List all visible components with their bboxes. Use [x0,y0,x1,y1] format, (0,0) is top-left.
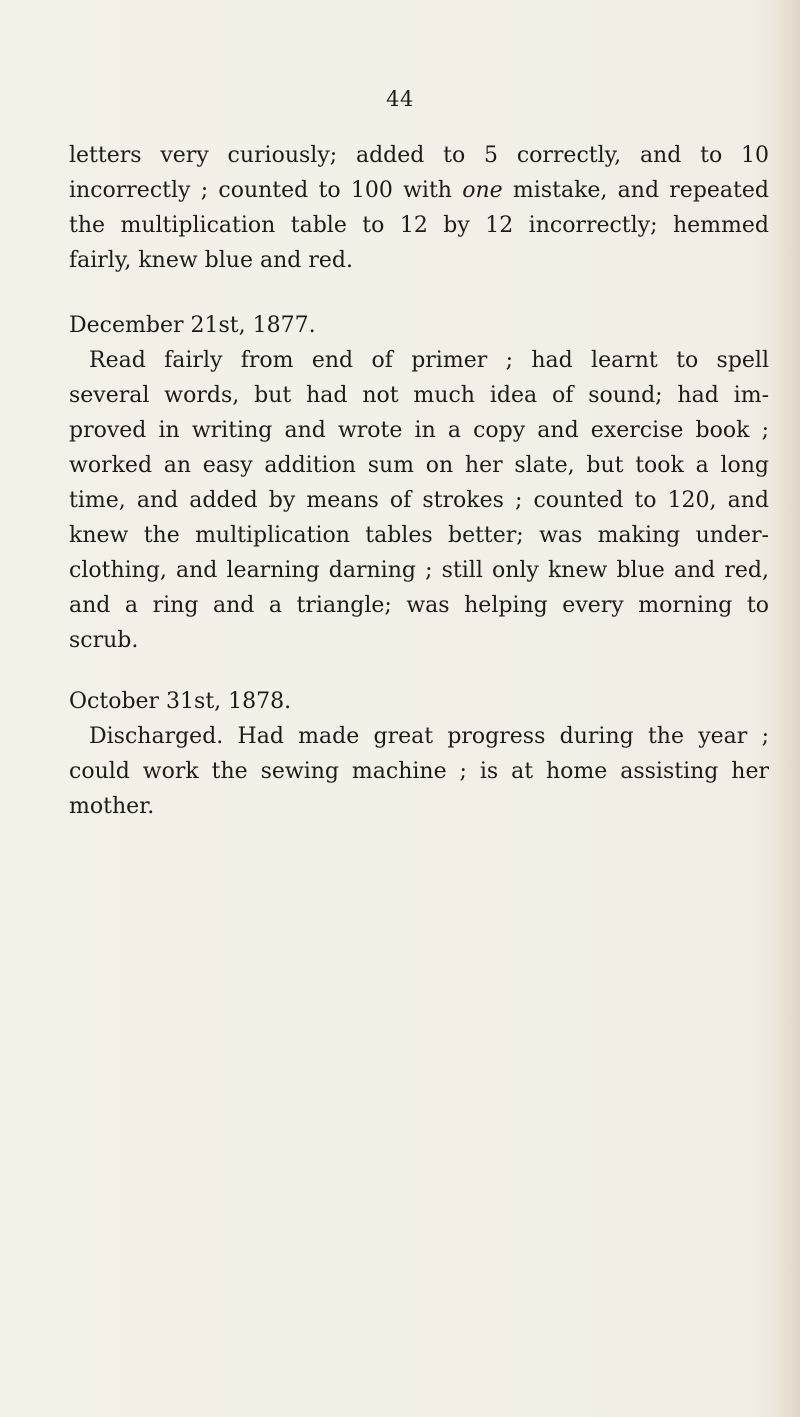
text-line: Discharged. Had made great progress during the year ; [89,724,769,749]
text-line: mother. [69,794,155,819]
text-span: incorrectly ; counted to 100 with [69,178,452,203]
text-line: and a ring and a triangle; was helping every morning to [69,593,769,618]
text-line: knew the multiplication tables better; was making under- [69,523,769,548]
text-line: several words, but had not much idea of sound; had im- [69,383,769,408]
entry-october-1878 [69,684,769,824]
continued-paragraph [69,138,769,278]
text-line: fairly, knew blue and red. [69,248,353,273]
entry-december-1877 [69,308,769,658]
page-number: 44 [386,87,414,111]
emphasized-word: one [462,178,503,203]
text-line: could work the sewing machine ; is at home assisting her [69,759,769,784]
text-line: time, and added by means of strokes ; counted to 120, and [69,488,769,513]
text-span: mistake, and repeated [512,178,769,203]
entry-date: December 21st, 1877. [69,313,316,338]
entry-date: October 31st, 1878. [69,689,292,714]
text-line: proved in writing and wrote in a copy and exercise book ; [69,418,769,443]
text-line: scrub. [69,628,139,653]
text-line: letters very curiously; added to 5 correctly, and to 10 [69,143,769,168]
text-line: the multiplication table to 12 by 12 incorrectly; hemmed [69,213,769,238]
text-line: Read fairly from end of primer ; had learnt to spell [89,348,769,373]
text-line: clothing, and learning darning ; still only knew blue and red, [69,558,769,583]
page-edge-shadow [772,0,800,1417]
text-line: worked an easy addition sum on her slate, but took a long [69,453,769,478]
text-line [69,173,769,208]
